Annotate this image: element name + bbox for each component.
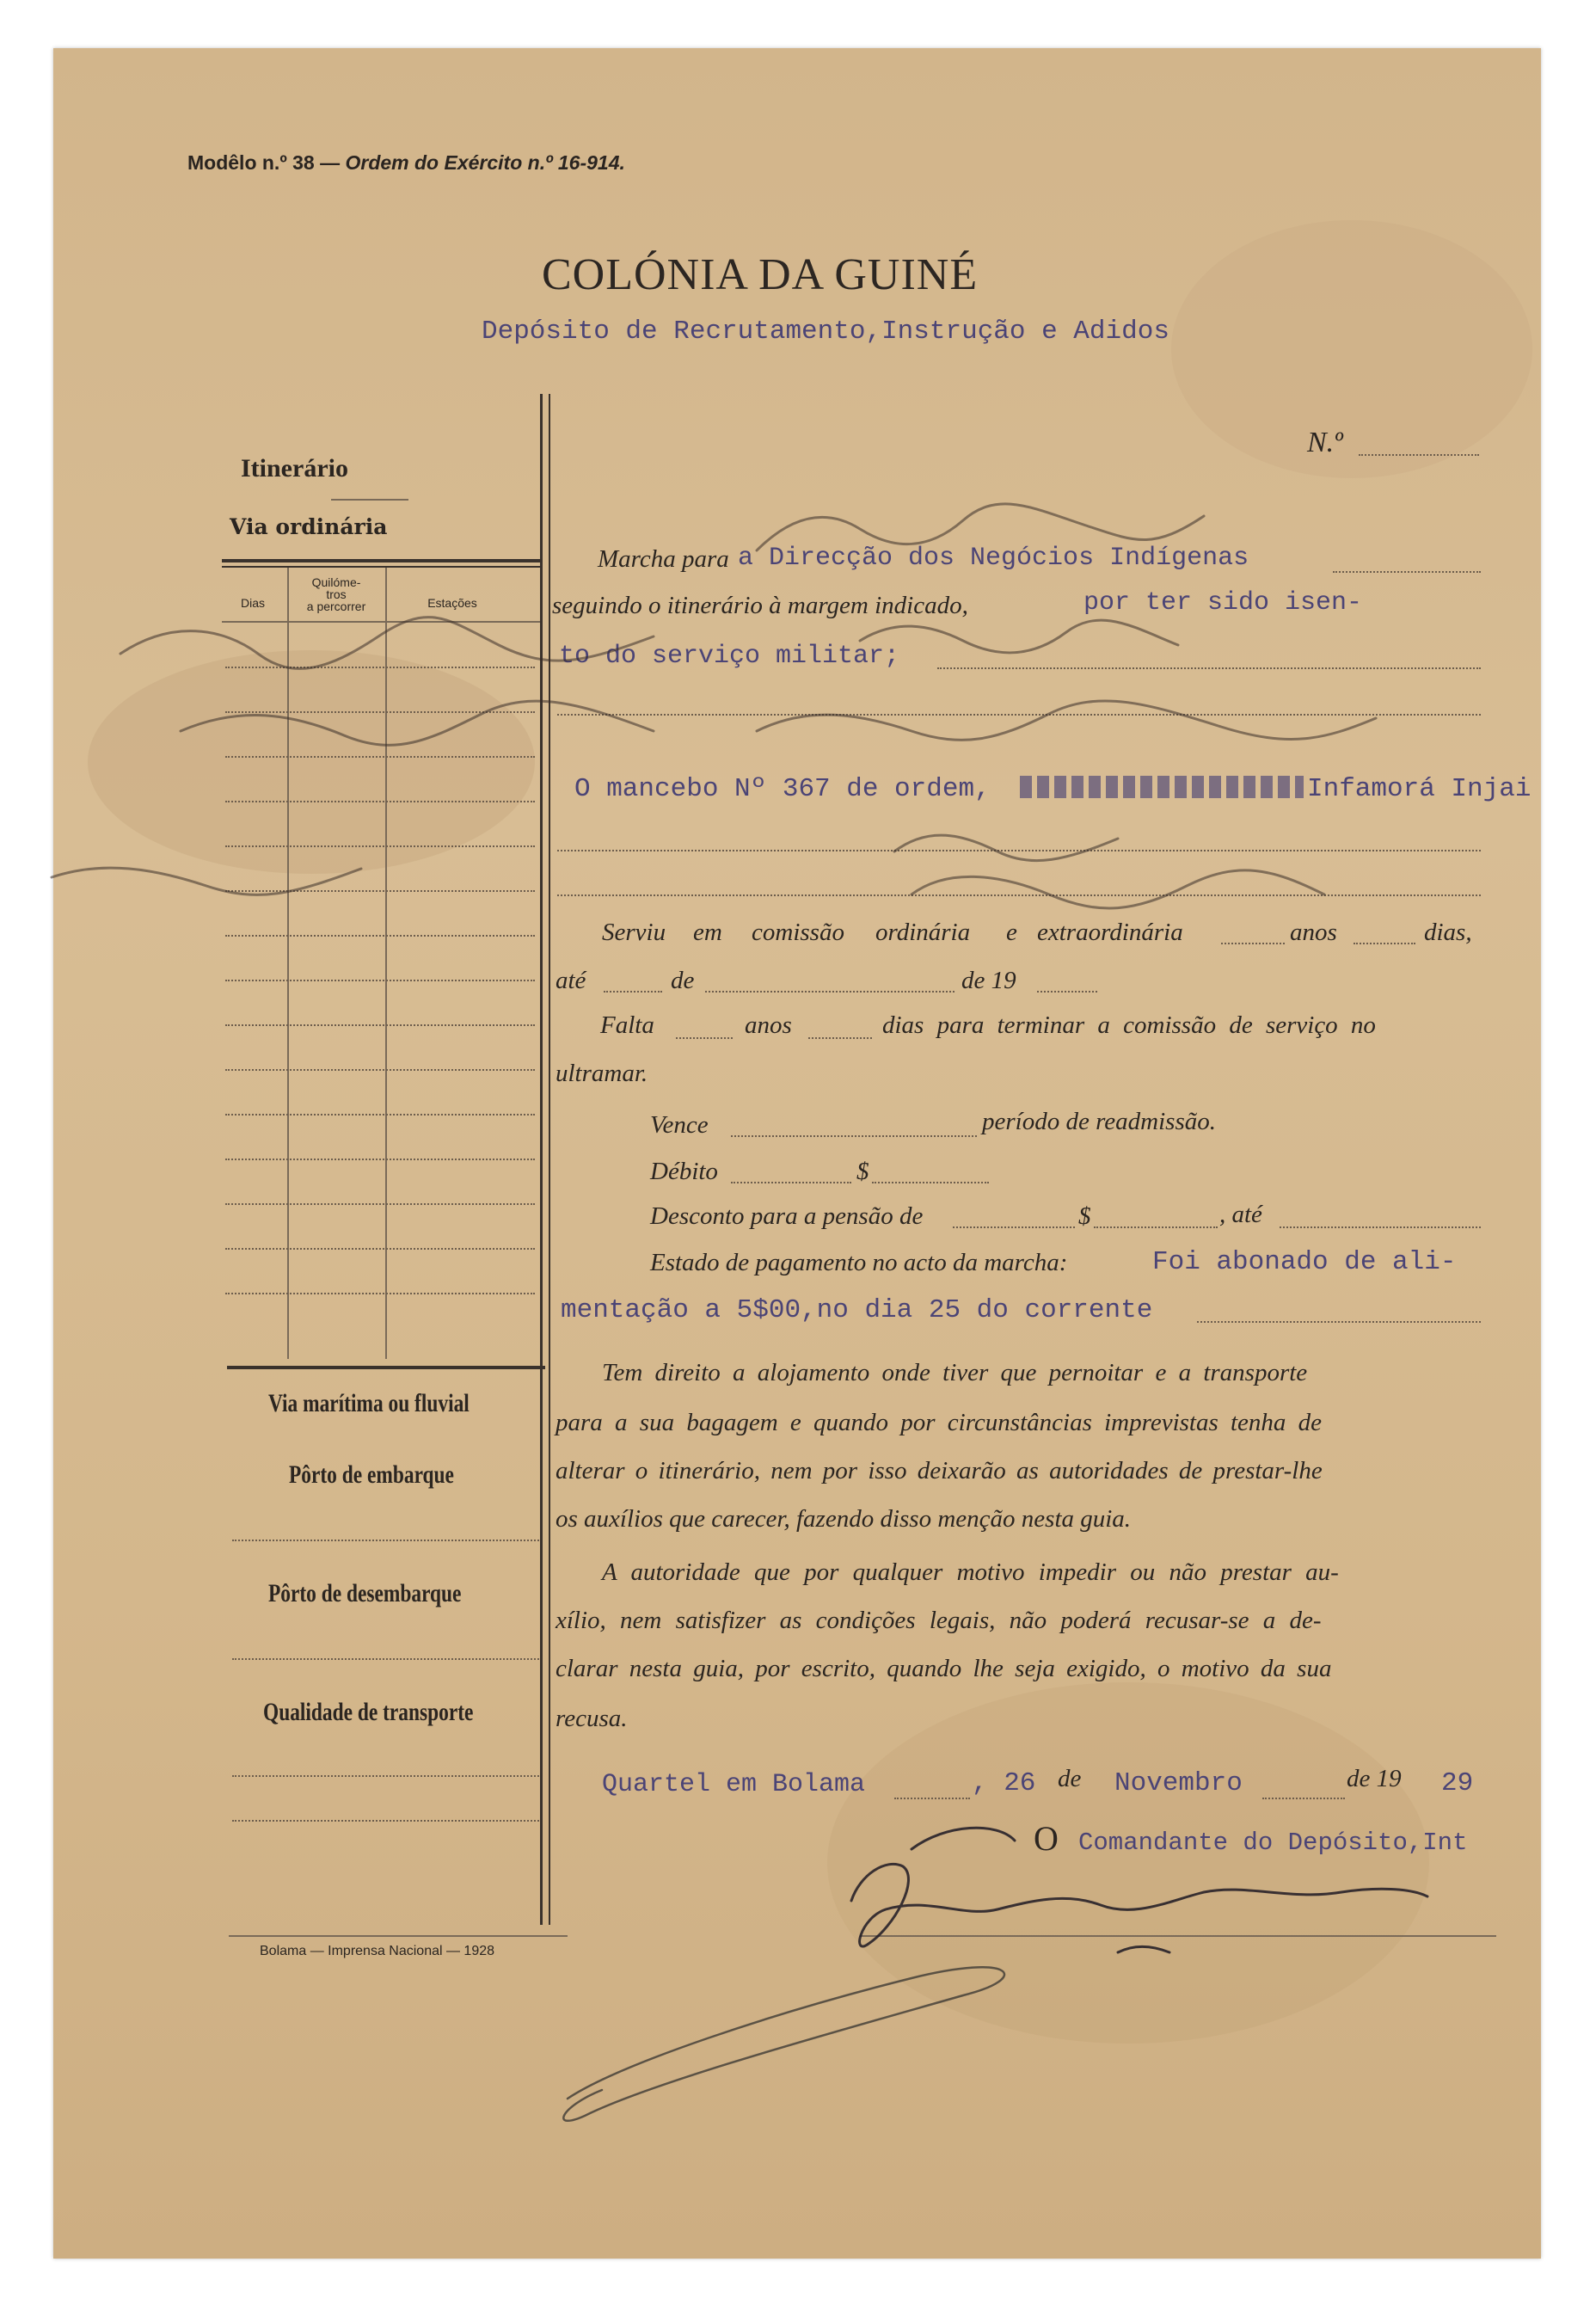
served-w3: comissão xyxy=(752,919,844,946)
served-w2: em xyxy=(693,919,722,946)
p1-line-4: os auxílios que carecer, fazendo disso menção nesta guia. xyxy=(556,1505,1132,1533)
depot-name: Depósito de Recrutamento,Instrução e Adidos xyxy=(482,317,1169,347)
missing-label: Falta xyxy=(600,1011,654,1039)
sign-o: O xyxy=(1034,1819,1059,1858)
commander-title: Comandante do Depósito,Int xyxy=(1078,1829,1468,1857)
debit-label: Débito xyxy=(650,1158,718,1185)
model-number: Modêlo n.º 38 — Ordem do Exército n.º 16-914. xyxy=(187,151,625,174)
p1-line-3: alterar o itinerário, nem por isso deixarão as autoridades de prestar-lhe xyxy=(556,1457,1323,1484)
p1-line-1: Tem direito a alojamento onde tiver que pernoitar e a transporte xyxy=(602,1359,1308,1386)
discount-until: , até xyxy=(1219,1201,1262,1228)
p2-line-2: xílio, nem satisfizer as condições legais, não poderá recusar-se a de- xyxy=(556,1607,1322,1634)
readmission-label: período de readmissão. xyxy=(982,1108,1216,1135)
p2-line-3: clarar nesta guia, por escrito, quando lhe seja exigido, o motivo da sua xyxy=(556,1655,1332,1682)
mancebo-line: O mancebo Nº 367 de ordem, xyxy=(574,774,991,804)
served-w1: Serviu xyxy=(602,919,666,946)
itinerary-title: Itinerário xyxy=(241,454,348,483)
col-km-3: a percorrer xyxy=(306,599,366,613)
sea-route-title: Via marítima ou fluvial xyxy=(268,1389,470,1417)
col-stations: Estações xyxy=(427,596,477,610)
expires-label: Vence xyxy=(650,1111,709,1139)
date-year-prefix: de 19 xyxy=(1347,1765,1402,1792)
p2-line-1: A autoridade que por qualquer motivo impedir ou não prestar au- xyxy=(602,1558,1339,1586)
recruit-name: Infamorá Injai xyxy=(1307,774,1532,804)
col-days: Dias xyxy=(240,596,265,610)
served-days: dias, xyxy=(1424,919,1472,946)
date-day: , 26 xyxy=(972,1768,1036,1798)
date-month: Novembro xyxy=(1114,1768,1243,1798)
route-typed-2: to do serviço militar; xyxy=(559,642,900,671)
served-w6: extraordinária xyxy=(1037,919,1183,946)
imprint: Bolama — Imprensa Nacional — 1928 xyxy=(260,1944,495,1958)
served-years: anos xyxy=(1290,919,1337,946)
overseas: ultramar. xyxy=(556,1060,648,1087)
army-order: Ordem do Exército n.º 16-914. xyxy=(345,151,625,174)
date-year: 29 xyxy=(1441,1768,1474,1798)
until-of: de xyxy=(671,967,695,994)
itinerary-subtitle: Via ordinária xyxy=(230,514,388,539)
col-km-2: tros xyxy=(326,587,347,601)
payment-typed-2: mentação a 5$00,no dia 25 do corrente xyxy=(561,1295,1153,1325)
served-w4: ordinária xyxy=(875,919,971,946)
route-typed: por ter sido isen- xyxy=(1083,588,1363,618)
colony-title: COLÓNIA DA GUINÉ xyxy=(542,250,979,299)
until-label: até xyxy=(556,967,586,994)
march-destination: a Direcção dos Negócios Indígenas xyxy=(738,544,1249,573)
port-embark-label: Pôrto de embarque xyxy=(289,1460,454,1489)
payment-label: Estado de pagamento no acto da marcha: xyxy=(650,1249,1068,1276)
debit-dollar: $ xyxy=(856,1158,869,1185)
route-label: seguindo o itinerário à margem indicado, xyxy=(552,592,968,619)
place-typed: Quartel em Bolama xyxy=(602,1770,866,1799)
date-of: de xyxy=(1058,1765,1082,1792)
number-label: N.º xyxy=(1307,427,1343,458)
p1-line-2: para a sua bagagem e quando por circunstâncias imprevistas tenha de xyxy=(556,1409,1323,1436)
discount-label: Desconto para a pensão de xyxy=(650,1202,924,1230)
missing-years: anos xyxy=(745,1011,792,1039)
port-disembark-label: Pôrto de desembarque xyxy=(268,1579,462,1607)
march-label: Marcha para xyxy=(598,545,729,573)
discount-dollar: $ xyxy=(1078,1202,1091,1230)
payment-typed: Foi abonado de ali- xyxy=(1152,1247,1457,1277)
served-w5: e xyxy=(1006,919,1017,946)
transport-quality-label: Qualidade de transporte xyxy=(263,1698,474,1726)
col-km-1: Quilóme- xyxy=(311,575,361,589)
p2-line-4: recusa. xyxy=(556,1705,628,1732)
until-year: de 19 xyxy=(961,967,1016,994)
missing-tail: dias para terminar a comissão de serviço no xyxy=(882,1011,1376,1039)
